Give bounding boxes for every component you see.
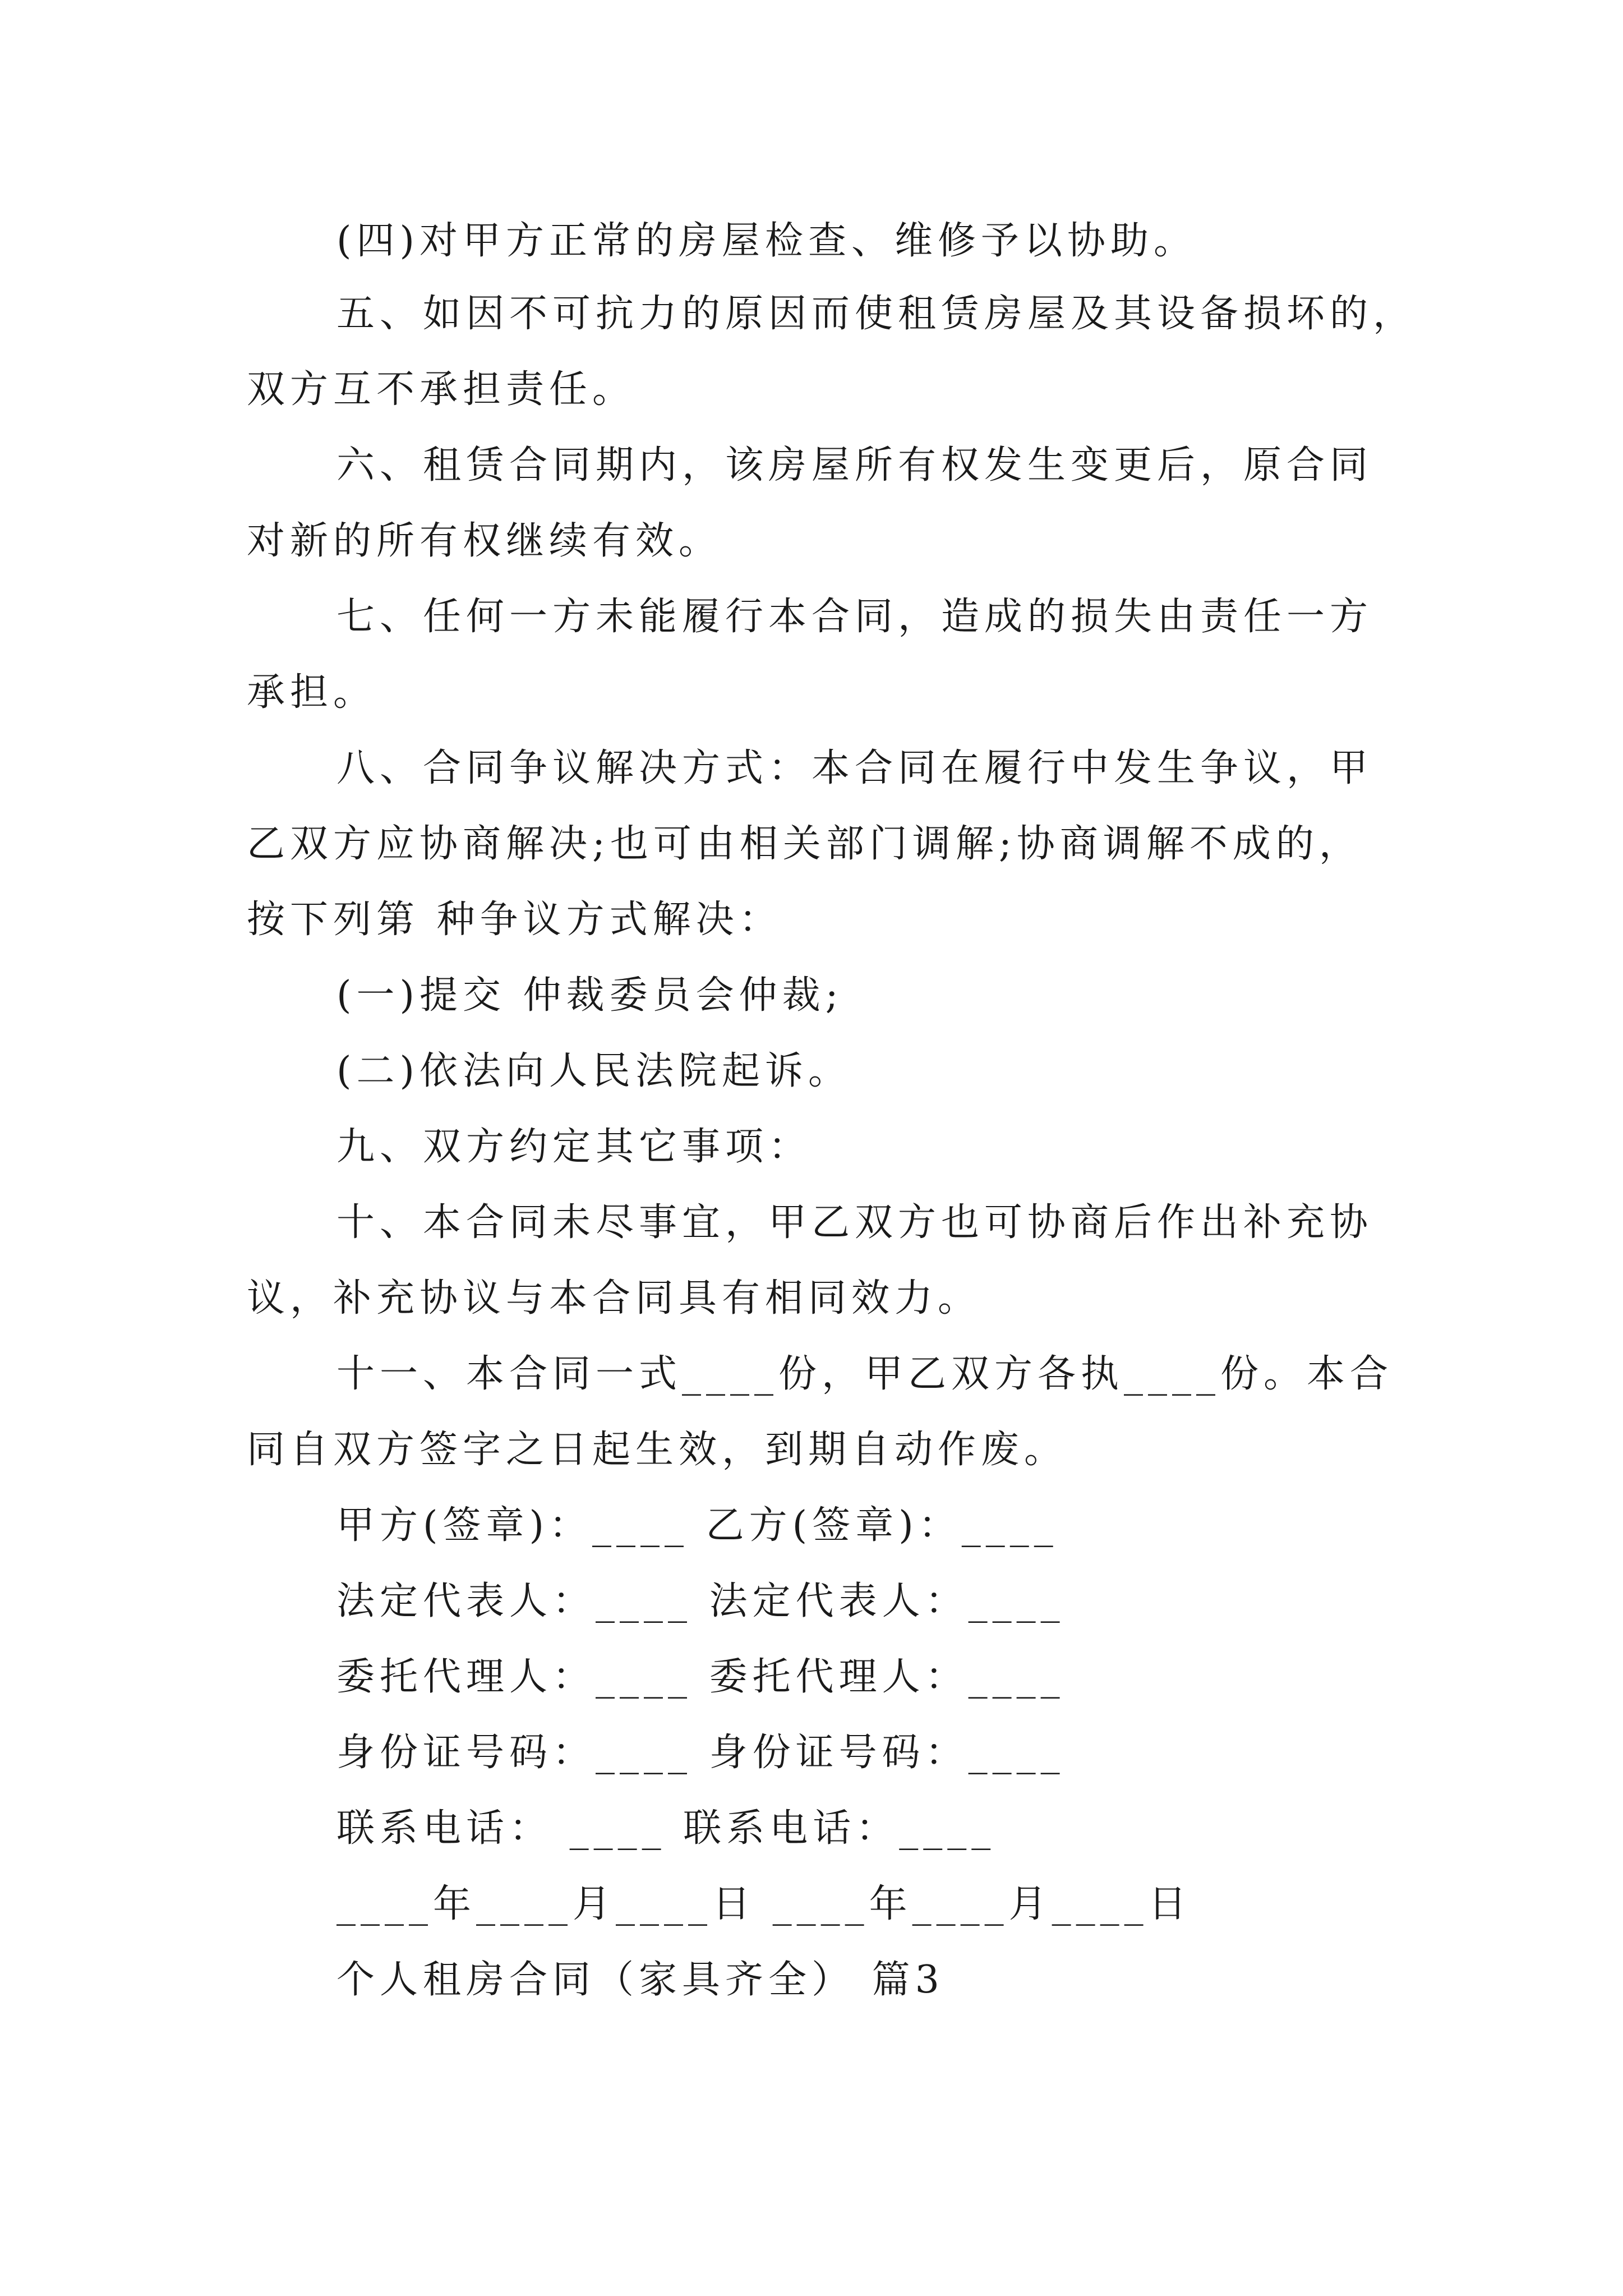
- text-line: 九、双方约定其它事项：: [336, 1125, 812, 1169]
- text-line: 承担。: [247, 670, 377, 715]
- signature-line: 委托代理人：____ 委托代理人：____: [336, 1655, 1065, 1699]
- text-line: 乙双方应协商解决;也可由相关部门调解;协商调解不成的，: [247, 822, 1362, 866]
- text-line: 六、租赁合同期内，该房屋所有权发生变更后，原合同: [336, 443, 1373, 487]
- signature-line: 身份证号码：____ 身份证号码：____: [336, 1731, 1065, 1775]
- text-line: 对新的所有权继续有效。: [247, 519, 722, 563]
- text-line: (四)对甲方正常的房屋检查、维修予以协助。: [336, 219, 1197, 263]
- signature-line: 法定代表人：____ 法定代表人：____: [336, 1579, 1065, 1623]
- text-line: 按下列第 种争议方式解决：: [247, 898, 782, 942]
- signature-line: 联系电话： ____ 联系电话：____: [336, 1806, 996, 1851]
- text-line: 议，补充协议与本合同具有相同效力。: [247, 1276, 981, 1320]
- text-line: (一)提交 仲裁委员会仲裁;: [336, 973, 843, 1018]
- text-line: 五、如因不可抗力的原因而使租赁房屋及其设备损坏的，: [336, 292, 1417, 336]
- text-line: (二)依法向人民法院起诉。: [336, 1049, 852, 1093]
- signature-line: 甲方(签章)：____ 乙方(签章)：____: [336, 1503, 1058, 1548]
- text-line: 七、任何一方未能履行本合同，造成的损失由责任一方: [336, 595, 1373, 639]
- text-line: 八、合同争议解决方式：本合同在履行中发生争议，甲: [336, 746, 1373, 790]
- text-line: 双方互不承担责任。: [247, 367, 636, 412]
- text-line: 同自双方签字之日起生效，到期自动作废。: [247, 1428, 1068, 1472]
- text-line: 十一、本合同一式____份，甲乙双方各执____份。本合: [336, 1352, 1394, 1396]
- text-line: 十、本合同未尽事宜，甲乙双方也可协商后作出补充协: [336, 1200, 1373, 1245]
- section-title: 个人租房合同（家具齐全） 篇3: [336, 1958, 944, 2002]
- date-line: ____年____月____日 ____年____月____日: [336, 1882, 1192, 1926]
